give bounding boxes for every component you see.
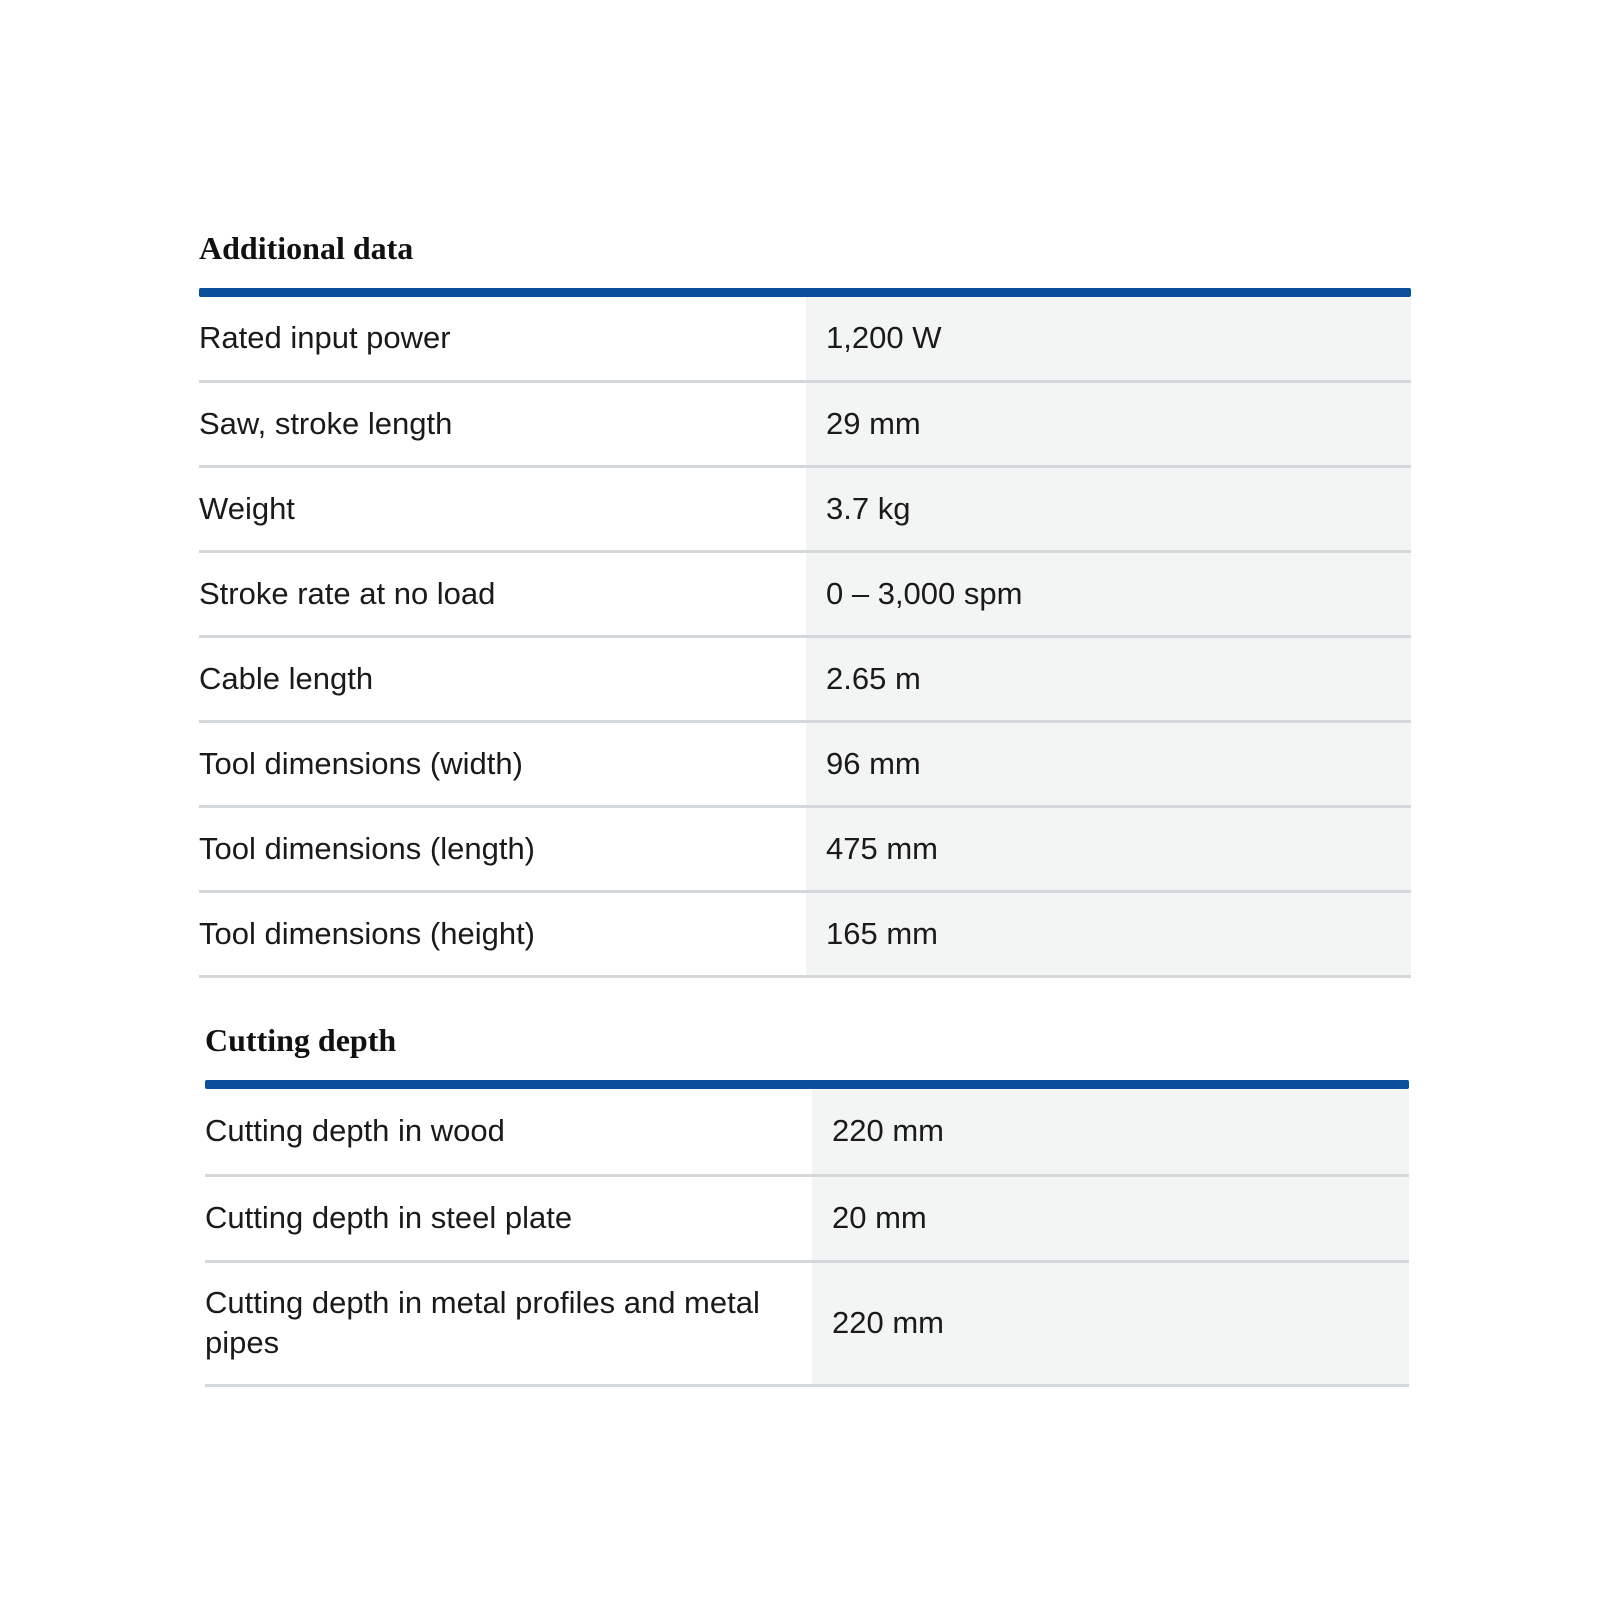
table-row — [199, 721, 1411, 806]
spec-value: 0 – 3,000 spm — [806, 551, 1411, 636]
additional-data-section — [199, 228, 1411, 978]
spec-label: Saw, stroke length — [199, 381, 806, 466]
table-row — [205, 1261, 1409, 1385]
spec-value: 165 mm — [806, 891, 1411, 976]
spec-label: Cable length — [199, 636, 806, 721]
spec-label: Cutting depth in steel plate — [205, 1175, 812, 1261]
table-row — [205, 1089, 1409, 1175]
spec-label: Tool dimensions (length) — [199, 806, 806, 891]
spec-value: 220 mm — [812, 1261, 1409, 1385]
spec-value: 20 mm — [812, 1175, 1409, 1261]
cutting-depth-section — [205, 1020, 1409, 1387]
spec-table — [205, 1089, 1409, 1387]
section-title-rule — [205, 1080, 1409, 1089]
spec-value: 220 mm — [812, 1089, 1409, 1175]
table-row — [205, 1175, 1409, 1261]
table-row — [199, 551, 1411, 636]
table-row — [199, 806, 1411, 891]
spec-label: Cutting depth in metal profiles and metal pipes — [205, 1261, 812, 1385]
spec-label: Cutting depth in wood — [205, 1089, 812, 1175]
spec-label: Weight — [199, 466, 806, 551]
table-row — [199, 466, 1411, 551]
spec-value: 475 mm — [806, 806, 1411, 891]
spec-value: 29 mm — [806, 381, 1411, 466]
spec-value: 1,200 W — [806, 297, 1411, 381]
table-row — [199, 636, 1411, 721]
spec-label: Tool dimensions (height) — [199, 891, 806, 976]
section-title: Additional data — [199, 230, 414, 266]
table-row — [199, 891, 1411, 976]
section-title: Cutting depth — [205, 1022, 397, 1058]
spec-value: 3.7 kg — [806, 466, 1411, 551]
table-row — [199, 297, 1411, 381]
section-title-rule — [199, 288, 1411, 297]
spec-value: 96 mm — [806, 721, 1411, 806]
spec-value: 2.65 m — [806, 636, 1411, 721]
spec-label: Rated input power — [199, 297, 806, 381]
spec-label: Stroke rate at no load — [199, 551, 806, 636]
spec-label: Tool dimensions (width) — [199, 721, 806, 806]
table-row — [199, 381, 1411, 466]
spec-table — [199, 297, 1411, 978]
